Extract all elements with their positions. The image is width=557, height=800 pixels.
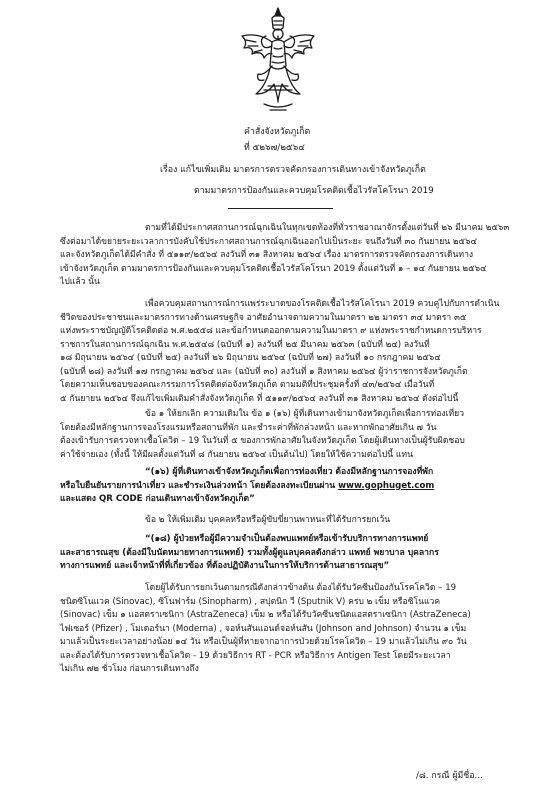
paragraph-4-text: “(๑๖) ผู้ที่เดินทางเข้าจังหวัดภูเก็ตเพื่อการท่องเที่ยว ต้องมีหลักฐานการจองที่พัก หรือใบยืนยันรายการนำเที่ยว และชำระเงินล่วงหน้า โดยต้องลงทะเบียนผ่าน [60,467,434,491]
garuda-emblem-icon [234,6,322,118]
paragraph-7: โดยผู้ได้รับการยกเว้นตามกรณีดังกล่าวข้างต้น ต้องได้รับวัคซีนป้องกันโรคโควิด – 19 ชนิดซิโนแวค (Sinovac), ซิโนฟาร์ม (Sinopharm) , สปุตนิก วี (Sputnik V) ครบ ๒ เข็ม หรือซิโนแวค (Sinovac) เข็ม ๑ แอสตราเซนิกา (AstraZeneca) เข็ม ๒ หรือได้รับวัคซีนชนิดแอสตราเซนิกา (AstraZeneca) ไฟเซอร์ (Pfizer) , โมเดอร์นา (Moderna) , จอห์นสันแอนด์จอห์นสัน (Johnson and Johnson) จำนวน ๑ เข็ม มาแล้วเป็นระยะเวลาอย่างน้อย ๑๔ วัน หรือเป็นผู้ที่หายจากอาการป่วยด้วยโรคโควิด – 19 มาแล้วไม่เกิน ๙๐ วัน และต้องได้รับการตรวจหาเชื้อโควิด - 19 ด้วยวิธีการ RT - PCR หรือวิธีการ Antigen Test โดยมีระยะเวลา ไม่เกิน ๗๒ ชั่วโมง ก่อนการเดินทางถึง [60,583,471,674]
paragraph-6: “(๑๘) ผู้ป่วยหรือผู้มีความจำเป็นต้องพบแพทย์หรือเข้ารับบริการทางการแพทย์ และสาธารณสุข (ต้องมีใบนัดหมายทางการแพทย์) รวมทั้งผู้ดูแลบุคคลดังกล่าว แพทย์ พยาบาล บุคลากร ทางการแพทย์ และเจ้าหน้าที่ที่เกี่ยวข้อง ที่ต้องปฏิบัติงานในการให้บริการด้านสาธารณสุข” [60,534,439,571]
paragraph-4 [60,466,515,507]
subject-line-1: เรื่อง แก้ไขเพิ่มเติม มาตรการตรวจคัดกรองการเดินทางเข้าจังหวัดภูเก็ต [160,165,426,175]
paragraph-4-tail: และแสดง QR CODE ก่อนเดินทางเข้าจังหวัดภูเก็ต” [60,494,255,504]
paragraph-2: เพื่อควบคุมสถานการณ์การแพร่ระบาดของโรคติดเชื้อไวรัสโคโรนา 2019 ควบคู่ไปกับการดำเนิน ชีวิตของประชาชนและมาตรการทางด้านเศรษฐกิจ อาศัยอำนาจตามความในมาตรา ๒๒ มาตรา ๓๔ มาตรา ๓๕ แห่งพระราชบัญญัติโรคติดต่อ พ.ศ.๒๕๕๘ และข้อกำหนดออกตามความในมาตรา ๙ แห่งพระราชกำหนดการบริหาร ราชการในสถานการณ์ฉุกเฉิน พ.ศ.๒๕๔๘ (ฉบับที่ ๑) ลงวันที่ ๒๕ มีนาคม ๒๕๖๓ (ฉบับที่ ๒๔) ลงวันที่ ๑๘ มิถุนายน ๒๕๖๔ (ฉบับที่ ๒๕) ลงวันที่ ๒๖ มิถุนายน ๒๕๖๔ (ฉบับที่ ๒๗) ลงวันที่ ๑๐ กรกฎาคม ๒๕๖๔ (ฉบับที่ ๒๘) ลงวันที่ ๑๗ กรกฎาคม ๒๕๖๔ และ (ฉบับที่ ๓๐) ลงวันที่ ๑ สิงหาคม ๒๕๖๔ ผู้ว่าราชการจังหวัดภูเก็ต โดยความเห็นชอบของคณะกรรมการโรคติดต่อจังหวัดภูเก็ต ตามมติที่ประชุมครั้งที่ ๔๓/๒๕๖๔ เมื่อวันที่ ๕ กันยายน ๒๕๖๔ จึงแก้ไขเพิ่มเติมคำสั่งจังหวัดภูเก็ต ที่ ๕๑๑๙/๒๕๖๔ ลงวันที่ ๓๑ สิงหาคม ๒๕๖๔ ดังต่อไปนี้ [60,299,500,404]
paragraph-3: ข้อ ๑ ให้ยกเลิก ความเดิมใน ข้อ ๑ (๑๖) ผู้ที่เดินทางเข้ามาจังหวัดภูเก็ตเพื่อการท่องเที่ยว โดยต้องมีหลักฐานการจองโรงแรมหรือสถานที่พัก และชำระค่าที่พักล่วงหน้า และหากพักอาศัยเกิน ๗ วัน ต้องเข้ารับการตรวจหาเชื้อโควิด – 19 ในวันที่ ๕ ของการพักอาศัยในจังหวัดภูเก็ต โดยผู้เดินทางเป็นผู้รับผิดชอบ ค่าใช้จ่ายเอง (ทั้งนี้ ให้มีผลตั้งแต่วันที่ ๘ กันยายน ๒๕๖๔ เป็นต้นไป) โดยให้ใช้ความต่อไปนี้ แทน [60,409,465,460]
paragraph-5: ข้อ ๒ ให้เพิ่มเติม บุคคลหรือหรือผู้ขับขี่ยานพาหนะที่ได้รับการยกเว้น [145,515,391,525]
subject-block [160,160,500,202]
order-header [244,124,444,156]
document-number: ที่ ๕๒๖๗/๒๕๖๔ [244,143,305,153]
subject-line-2: ตามมาตรการป้องกันและควบคุมโรคติดเชื้อไวรัสโคโรนา 2019 [194,186,434,196]
page-continuation: /๘. กรณี ผู้มีชื่อ... [416,771,483,781]
divider-line [228,208,333,209]
paragraph-1: ตามที่ได้มีประกาศสถานการณ์ฉุกเฉินในทุกเขตท้องที่ทั่วราชอาณาจักรตั้งแต่วันที่ ๒๖ มีนาคม ๒๕๖๓ ซึ่งต่อมาได้ขยายระยะเวลาการบังคับใช้ประกาศสถานการณ์ฉุกเฉินออกไปเป็นระยะ จนถึงวันที่ ๓๐ กันยายน ๒๕๖๔ และจังหวัดภูเก็ตได้มีคำสั่ง ที่ ๕๑๑๙/๒๕๖๔ ลงวันที่ ๓๑ สิงหาคม ๒๕๖๔ เรื่อง มาตรการตรวจคัดกรองการเดินทาง เข้าจังหวัดภูเก็ต ตามมาตรการป้องกันและควบคุมโรคติดเชื้อไวรัสโคโรนา 2019 ตั้งแต่วันที่ ๑ – ๑๔ กันยายน ๒๕๖๔ ไปแล้ว นั้น [60,223,510,287]
registration-link[interactable]: www.gophuget.com [338,480,435,491]
document-title: คำสั่งจังหวัดภูเก็ต [244,127,311,137]
